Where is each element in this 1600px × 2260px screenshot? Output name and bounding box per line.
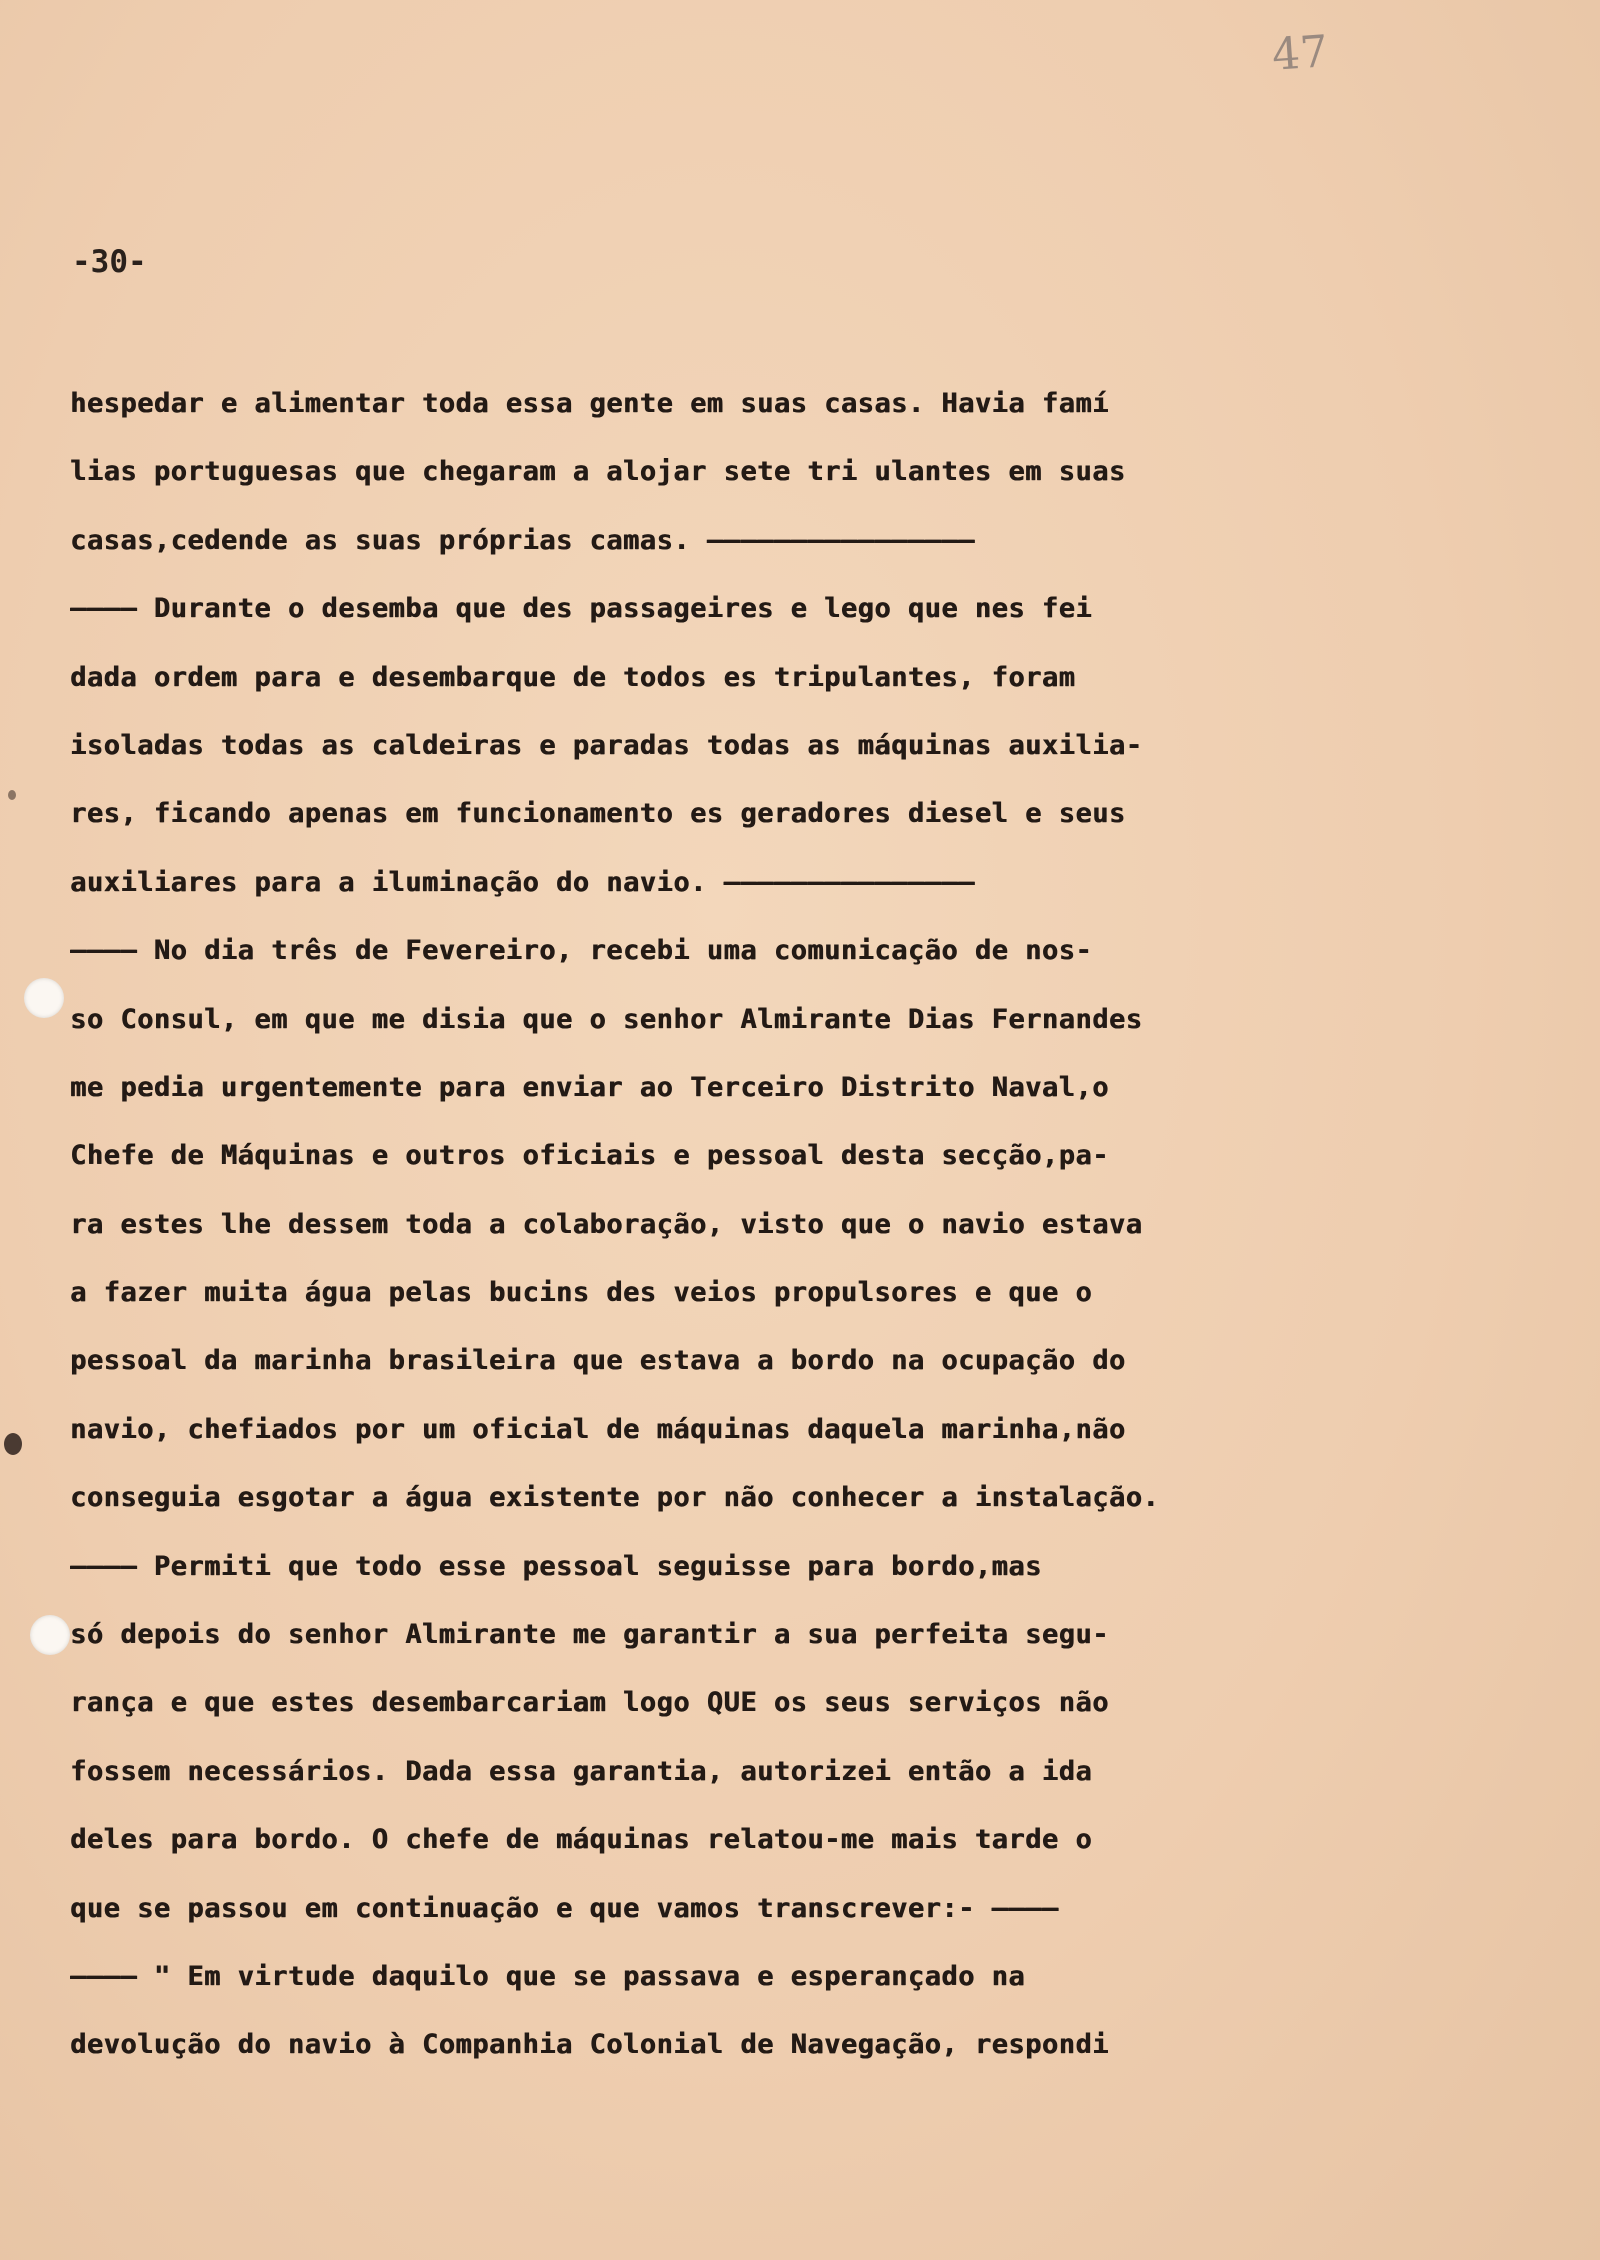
text-line: casas,cedende as suas próprias camas. ————————————————	[70, 524, 975, 556]
text-line: ———— Permiti que todo esse pessoal seguisse para bordo,mas	[70, 1550, 1042, 1582]
text-line: Chefe de Máquinas e outros oficiais e pessoal desta secção,pa-	[70, 1140, 1109, 1172]
text-line: ———— Durante o desemba que des passageires e lego que nes fei	[70, 593, 1093, 625]
text-line: isoladas todas as caldeiras e paradas todas as máquinas auxilia-	[70, 729, 1143, 761]
text-line: conseguia esgotar a água existente por não conhecer a instalação.	[70, 1482, 1160, 1514]
text-line: hespedar e alimentar toda essa gente em suas casas. Havia famí	[70, 388, 1109, 419]
text-line: me pedia urgentemente para enviar ao Terceiro Distrito Naval,o	[70, 1071, 1109, 1103]
text-line: fossem necessários. Dada essa garantia, autorizei então a ida	[70, 1755, 1093, 1787]
text-line: navio, chefiados por um oficial de máquinas daquela marinha,não	[70, 1413, 1126, 1445]
text-line: ———— " Em virtude daquilo que se passava e esperançado na	[70, 1960, 1026, 1992]
text-line: só depois do senhor Almirante me garantir a sua perfeita segu-	[70, 1619, 1109, 1651]
text-line: so Consul, em que me disia que o senhor Almirante Dias Fernandes	[70, 1003, 1143, 1035]
text-line: ra estes lhe dessem toda a colaboração, visto que o navio estava	[70, 1208, 1143, 1240]
text-line: lias portuguesas que chegaram a alojar sete tri ulantes em suas	[70, 456, 1126, 488]
text-line: ———— No dia três de Fevereiro, recebi uma comunicação de nos-	[70, 935, 1093, 967]
text-line: res, ficando apenas em funcionamento es geradores diesel e seus	[70, 798, 1126, 830]
text-line: pessoal da marinha brasileira que estava a bordo na ocupação do	[70, 1345, 1126, 1377]
folio-number: 47	[1270, 26, 1330, 81]
text-line: rança e que estes desembarcariam logo QUE os seus serviços não	[70, 1687, 1109, 1719]
text-line: a fazer muita água pelas bucins des veios propulsores e que o	[70, 1277, 1093, 1309]
punch-hole-bottom	[30, 1615, 70, 1655]
text-line: devolução do navio à Companhia Colonial de Navegação, respondi	[70, 2029, 1109, 2061]
punch-hole-top	[24, 978, 64, 1018]
text-line: deles para bordo. O chefe de máquinas relatou-me mais tarde o	[70, 1824, 1093, 1856]
body-text	[70, 370, 1430, 2080]
text-line: dada ordem para e desembarque de todos es tripulantes, foram	[70, 661, 1076, 693]
ink-blot	[4, 1433, 22, 1455]
text-line: que se passou em continuação e que vamos transcrever:- ————	[70, 1892, 1059, 1924]
text-line: auxiliares para a iluminação do navio. ———————————————	[70, 866, 975, 898]
page-number: -30-	[72, 244, 147, 280]
ink-speck	[8, 790, 16, 800]
